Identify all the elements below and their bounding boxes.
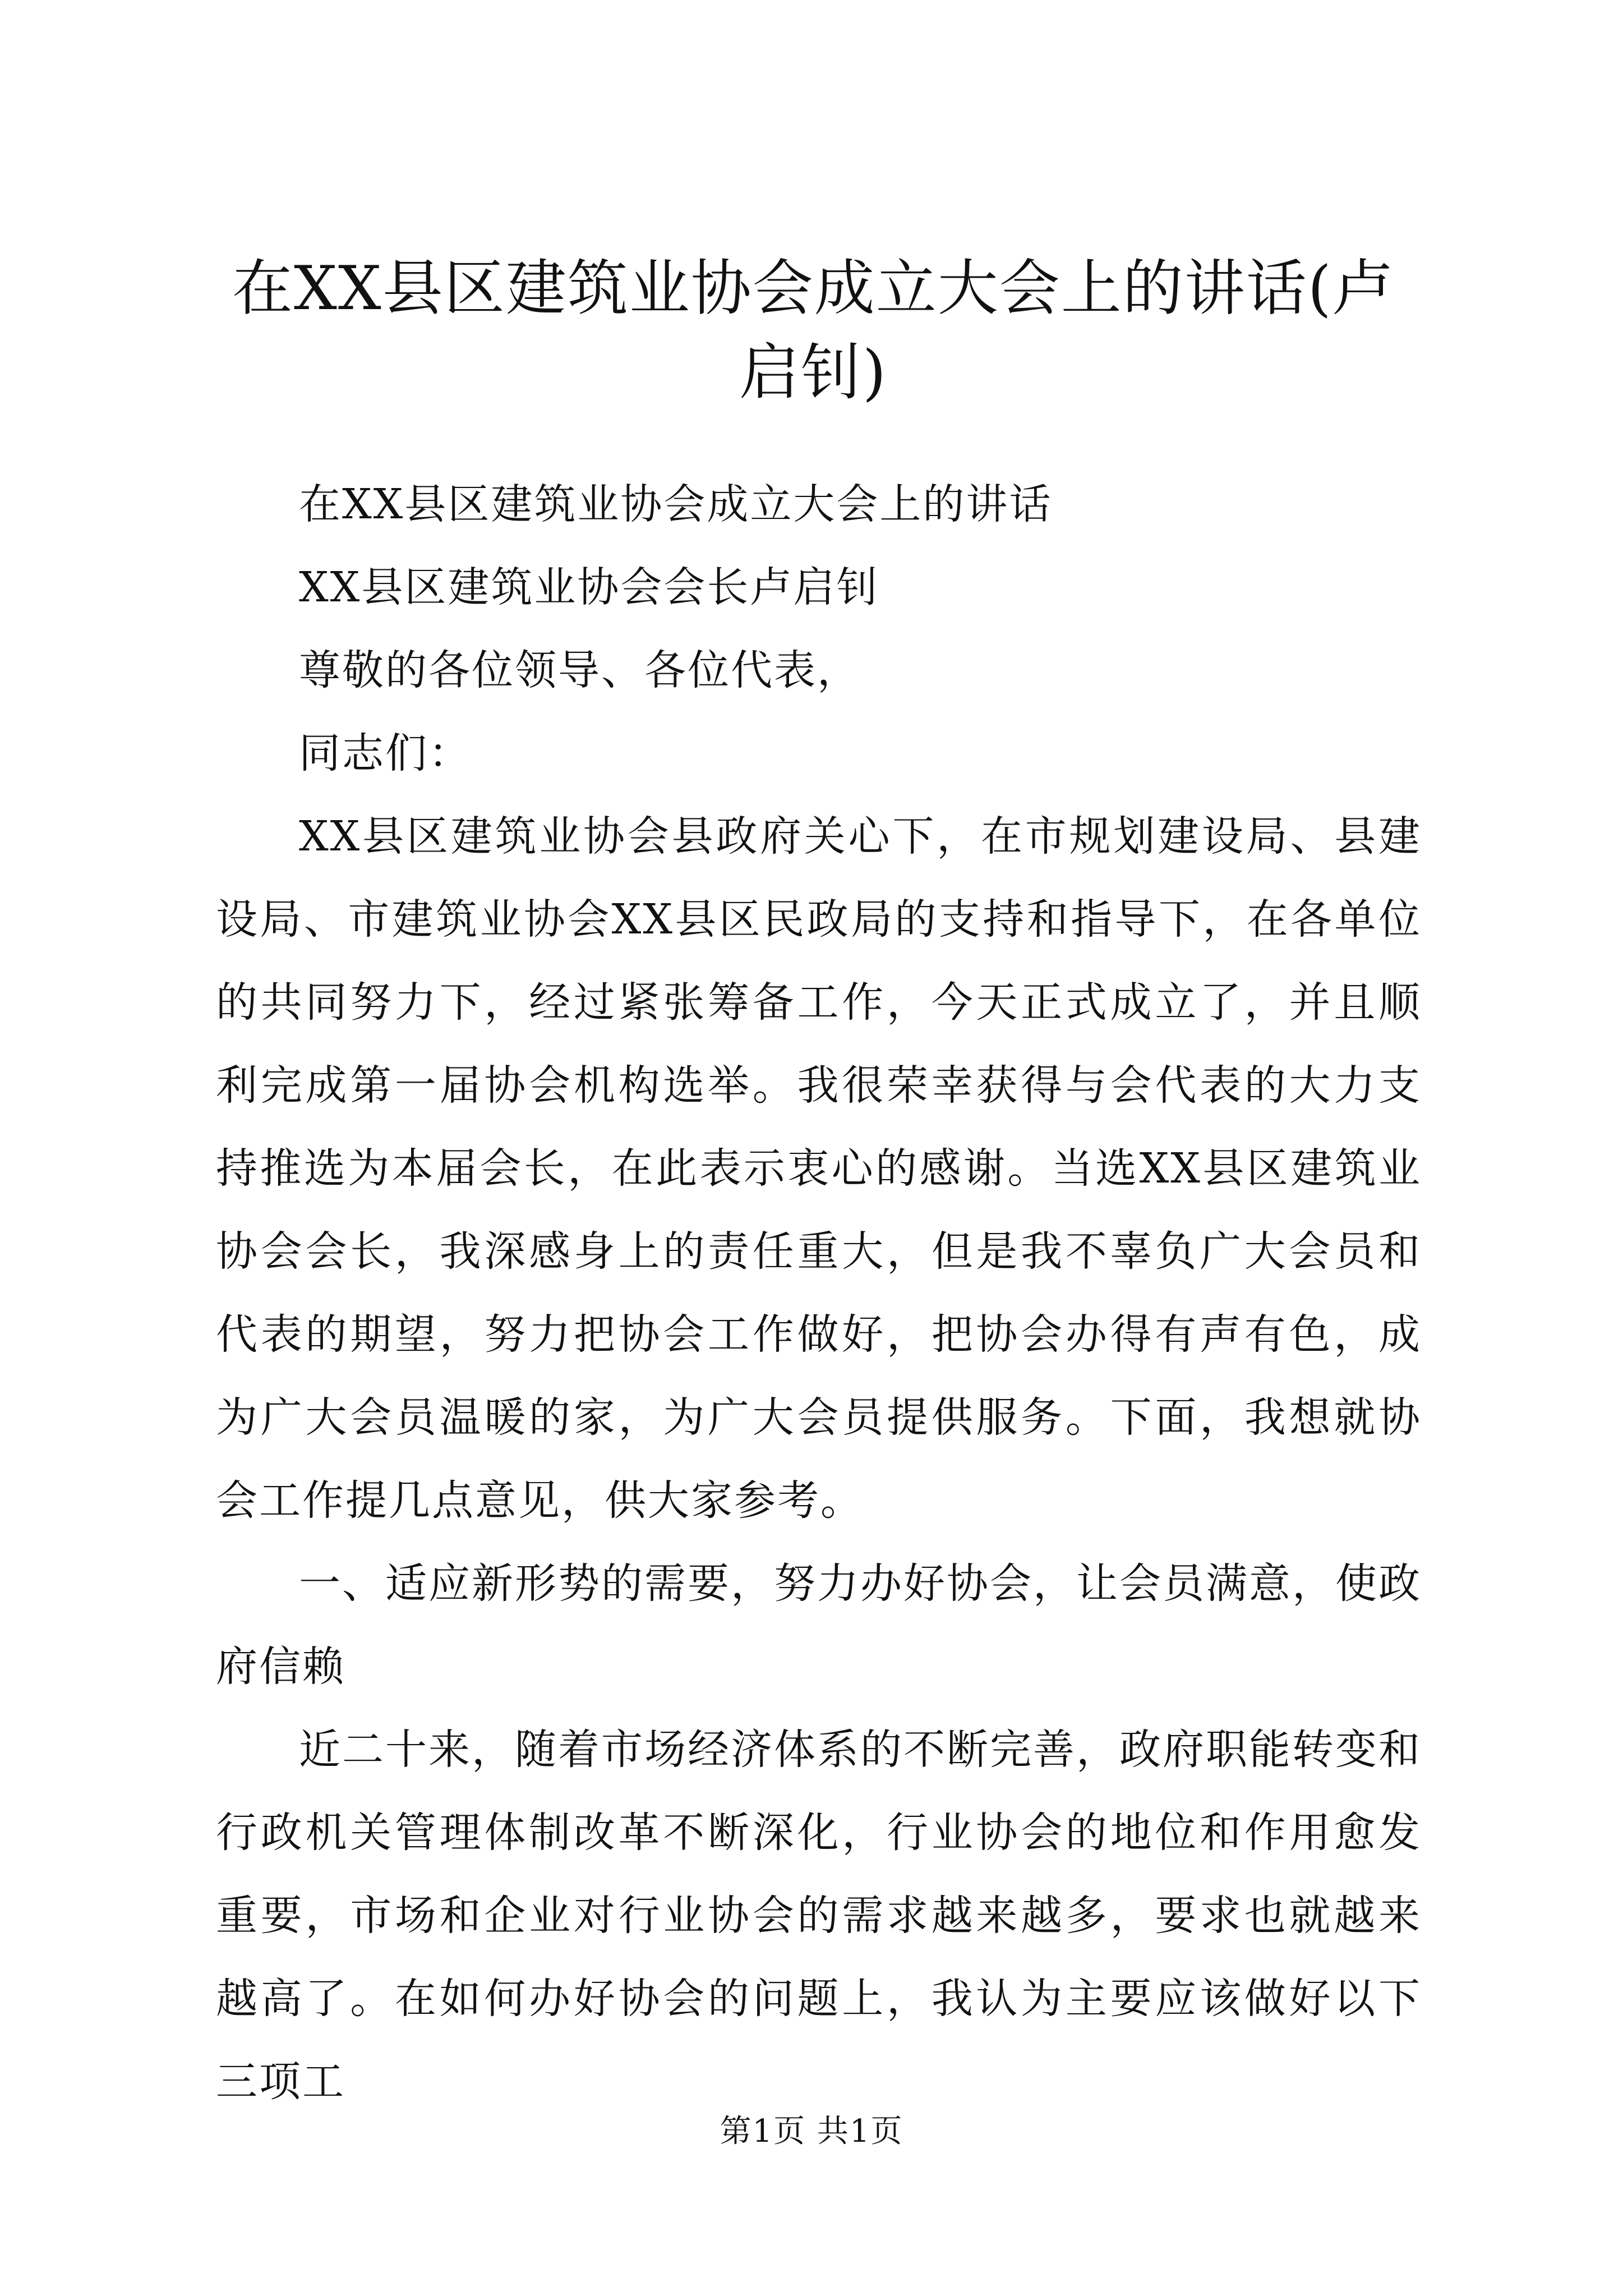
document-title: 在XX县区建筑业协会成立大会上的讲话(卢启钊): [232, 254, 1394, 408]
document-body: [216, 463, 1422, 2123]
speech-heading: 在XX县区建筑业协会成立大会上的讲话: [299, 480, 1053, 528]
salutation: 尊敬的各位领导、各位代表，: [299, 646, 860, 694]
salutation-2: 同志们：: [299, 729, 472, 777]
body-paragraph: 近二十来，随着市场经济体系的不断完善，政府职能转变和行政机关管理体制改革不断深化，行业协会的地位和作用愈发重要，市场和企业对行业协会的需求越来越多，要求也就越来越高了。在如何办好协会的问题上，我认为主要应该做好以下三项工: [216, 1726, 1422, 2106]
body-paragraph: XX县区建筑业协会县政府关心下，在市规划建设局、县建设局、市建筑业协会XX县区民政局的支持和指导下，在各单位的共同努力下，经过紧张筹备工作，今天正式成立了，并且顺利完成第一届协会机构选举。我很荣幸获得与会代表的大力支持推选为本届会长，在此表示衷心的感谢。当选XX县区建筑业协会会长，我深感身上的责任重大，但是我不辜负广大会员和代表的期望，努力把协会工作做好，把协会办得有声有色，成为广大会员温暖的家，为广大会员提供服务。下面，我想就协会工作提几点意见，供大家参考。: [216, 812, 1422, 1525]
page-footer: 第1页 共1页: [720, 2113, 903, 2150]
section-heading: 一、适应新形势的需要，努力办好协会，让会员满意，使政府信赖: [216, 1559, 1422, 1691]
speaker-line: XX县区建筑业协会会长卢启钊: [299, 563, 880, 611]
